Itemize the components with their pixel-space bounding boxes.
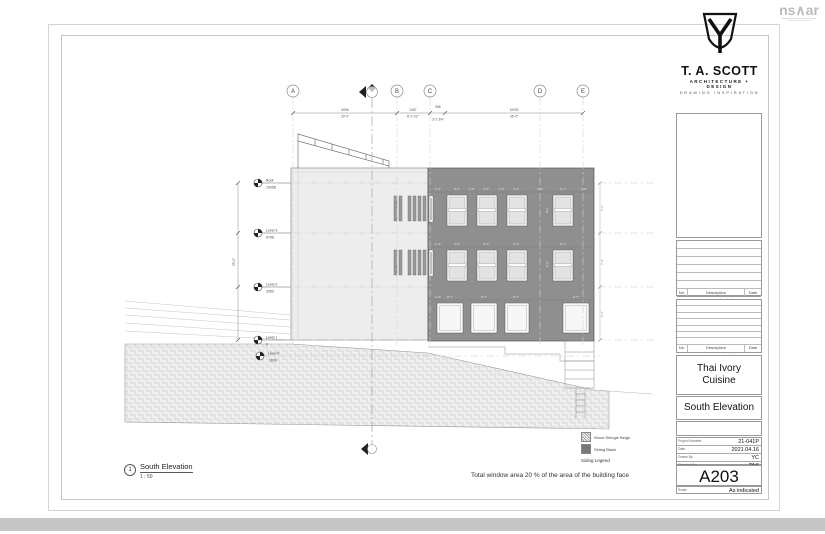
scale-label: Scale <box>678 488 687 492</box>
scale-value: As indicated <box>729 488 759 494</box>
dim-ce-mm: 10903 <box>509 108 519 112</box>
field-value: YC <box>751 454 759 461</box>
view-number: 1 <box>128 467 132 473</box>
revision-col-date: Date <box>748 345 758 351</box>
revision-col-description: Description <box>688 345 745 352</box>
revision-schedule <box>676 299 762 353</box>
dim-ab-ft: 20'-0" <box>340 114 350 119</box>
field-value: 21-041P <box>738 438 759 445</box>
field-label: Project Number <box>678 438 702 443</box>
win-dim: 3'-7" <box>513 295 519 299</box>
view-scale: 1 : 50 <box>140 474 153 480</box>
grid-bubble-a: A <box>290 89 296 96</box>
win-dim: 3'-7" <box>483 187 490 191</box>
level-elev: 0 <box>266 342 268 347</box>
title-block <box>676 113 763 494</box>
win-dim: 1'-2" <box>435 242 441 246</box>
level-markers <box>254 179 291 363</box>
win-dim: 1'-2" <box>581 187 587 191</box>
grade-contour-lines <box>125 301 290 340</box>
level-marker-3 <box>254 229 291 240</box>
roof-canopy <box>298 133 389 168</box>
field-drawn-by <box>677 454 761 462</box>
spare-box <box>676 421 762 436</box>
grid-bubbles <box>287 85 589 97</box>
windows-level1 <box>437 303 589 333</box>
grid-bubble-c: C <box>427 89 433 96</box>
win-dim: 1'-0" <box>498 187 505 191</box>
mid-dim: 9'-2" <box>545 261 549 267</box>
windows-level2 <box>447 250 573 281</box>
scale-row <box>676 486 762 494</box>
level-name: Level 1 <box>266 335 278 340</box>
level-name: Level 2 <box>266 282 278 287</box>
top-dimension-string <box>291 105 585 122</box>
win-dim: 3'-7" <box>483 242 490 246</box>
project-name-box <box>676 355 762 395</box>
side-dim: 7'-2" <box>600 259 604 265</box>
facade-light-wall <box>291 168 428 340</box>
win-dim: 2'-5" <box>537 187 543 191</box>
win-dim: 3'-7" <box>447 295 453 299</box>
legend-label: Wood Shingle Beige <box>594 434 631 440</box>
issue-col-no: No. <box>677 289 688 296</box>
level-name: Level 0 <box>268 351 280 356</box>
level-name: Level 3 <box>266 228 278 233</box>
right-dimension-string <box>598 181 604 342</box>
siding-legend <box>581 432 630 463</box>
window-area-note: Total window area 20 % of the area of the building face <box>471 472 629 479</box>
firm-logo <box>676 12 763 95</box>
project-name-line1: Thai Ivory <box>697 363 741 374</box>
field-value: 2021.04.16 <box>731 446 759 453</box>
left-dim-label: 33'-0" <box>232 257 236 267</box>
sheet-number: A203 <box>676 465 762 486</box>
dim-ab-mm: 6096 <box>341 108 349 112</box>
view-number-bubble <box>124 464 136 476</box>
seal-box <box>676 113 762 238</box>
win-dim: 1'-2" <box>435 187 441 191</box>
win-dim: 1'-2" <box>435 295 441 299</box>
legend-item-siding-black <box>581 444 630 454</box>
legend-item-wood-shingle <box>581 432 630 442</box>
level-elev: -1000 <box>268 358 277 363</box>
field-date <box>677 446 761 454</box>
win-dim: 3'-7" <box>513 187 520 191</box>
firm-logo-glyph <box>700 12 740 58</box>
grid-bubble-d: D <box>537 89 543 96</box>
legend-title: Siding Legend <box>581 458 610 463</box>
windows-level3 <box>447 195 573 226</box>
level-elev: 10058 <box>266 185 276 190</box>
section-marker-bottom <box>361 443 377 455</box>
sheet-name-box: South Elevation <box>676 396 762 420</box>
project-name-line2: Cuisine <box>702 375 736 386</box>
win-dim: 3'-7" <box>573 295 579 299</box>
field-label: Drawn By <box>678 454 693 459</box>
win-dim: 3'-7" <box>454 242 460 246</box>
level-name: Roof <box>266 178 274 183</box>
field-project-number <box>677 438 761 446</box>
side-dim: 7'-2" <box>600 205 604 211</box>
level-marker-roof <box>254 179 291 190</box>
firm-name: T. A. SCOTT <box>681 64 758 78</box>
win-dim: 3'-7" <box>560 187 566 191</box>
win-dim: 1'-0" <box>468 187 475 191</box>
left-dimension-string <box>232 181 240 342</box>
issue-col-date: Date <box>748 289 758 295</box>
field-label: Date <box>678 446 686 451</box>
siding-black-swatch <box>581 444 591 454</box>
win-dim: 3'-7" <box>560 242 566 246</box>
revision-col-no: No. <box>677 345 688 352</box>
level-elev: 6706 <box>266 235 274 240</box>
dim-cc-ft: 3'-2 3/4" <box>432 117 444 122</box>
wood-shingle-swatch <box>581 432 591 442</box>
dim-bc-ft: 8'-0 1/2" <box>407 114 419 119</box>
dim-bc-mm: 2457 <box>409 108 417 112</box>
dim-cc-mm: 986 <box>435 105 441 109</box>
grid-bubble-b: B <box>394 89 400 96</box>
win-dim: 3'-7" <box>481 295 487 299</box>
firm-tagline2: DRAWING INSPIRATION <box>679 90 760 95</box>
mid-dim: 9'-2" <box>545 207 549 213</box>
grid-bubble-e: E <box>580 89 586 96</box>
view-title: South Elevation <box>140 462 193 471</box>
level-elev: 3353 <box>266 289 274 294</box>
level-marker-2 <box>254 283 291 294</box>
side-dim: 6'-1" <box>600 311 604 317</box>
section-marker-top <box>359 84 378 98</box>
issue-col-description: Description <box>688 289 745 296</box>
project-fields <box>676 437 762 465</box>
win-dim: 3'-7" <box>454 187 460 191</box>
issue-schedule <box>676 240 762 296</box>
watermark-text: ns∧ar <box>779 2 819 18</box>
win-dim: 3'-7" <box>513 242 520 246</box>
legend-label: Siding Black <box>594 446 617 452</box>
dim-ce-ft: 35'-9" <box>509 114 519 119</box>
ground-hatch <box>125 344 609 429</box>
firm-tagline1: ARCHITECTURE + DESIGN <box>689 79 750 89</box>
